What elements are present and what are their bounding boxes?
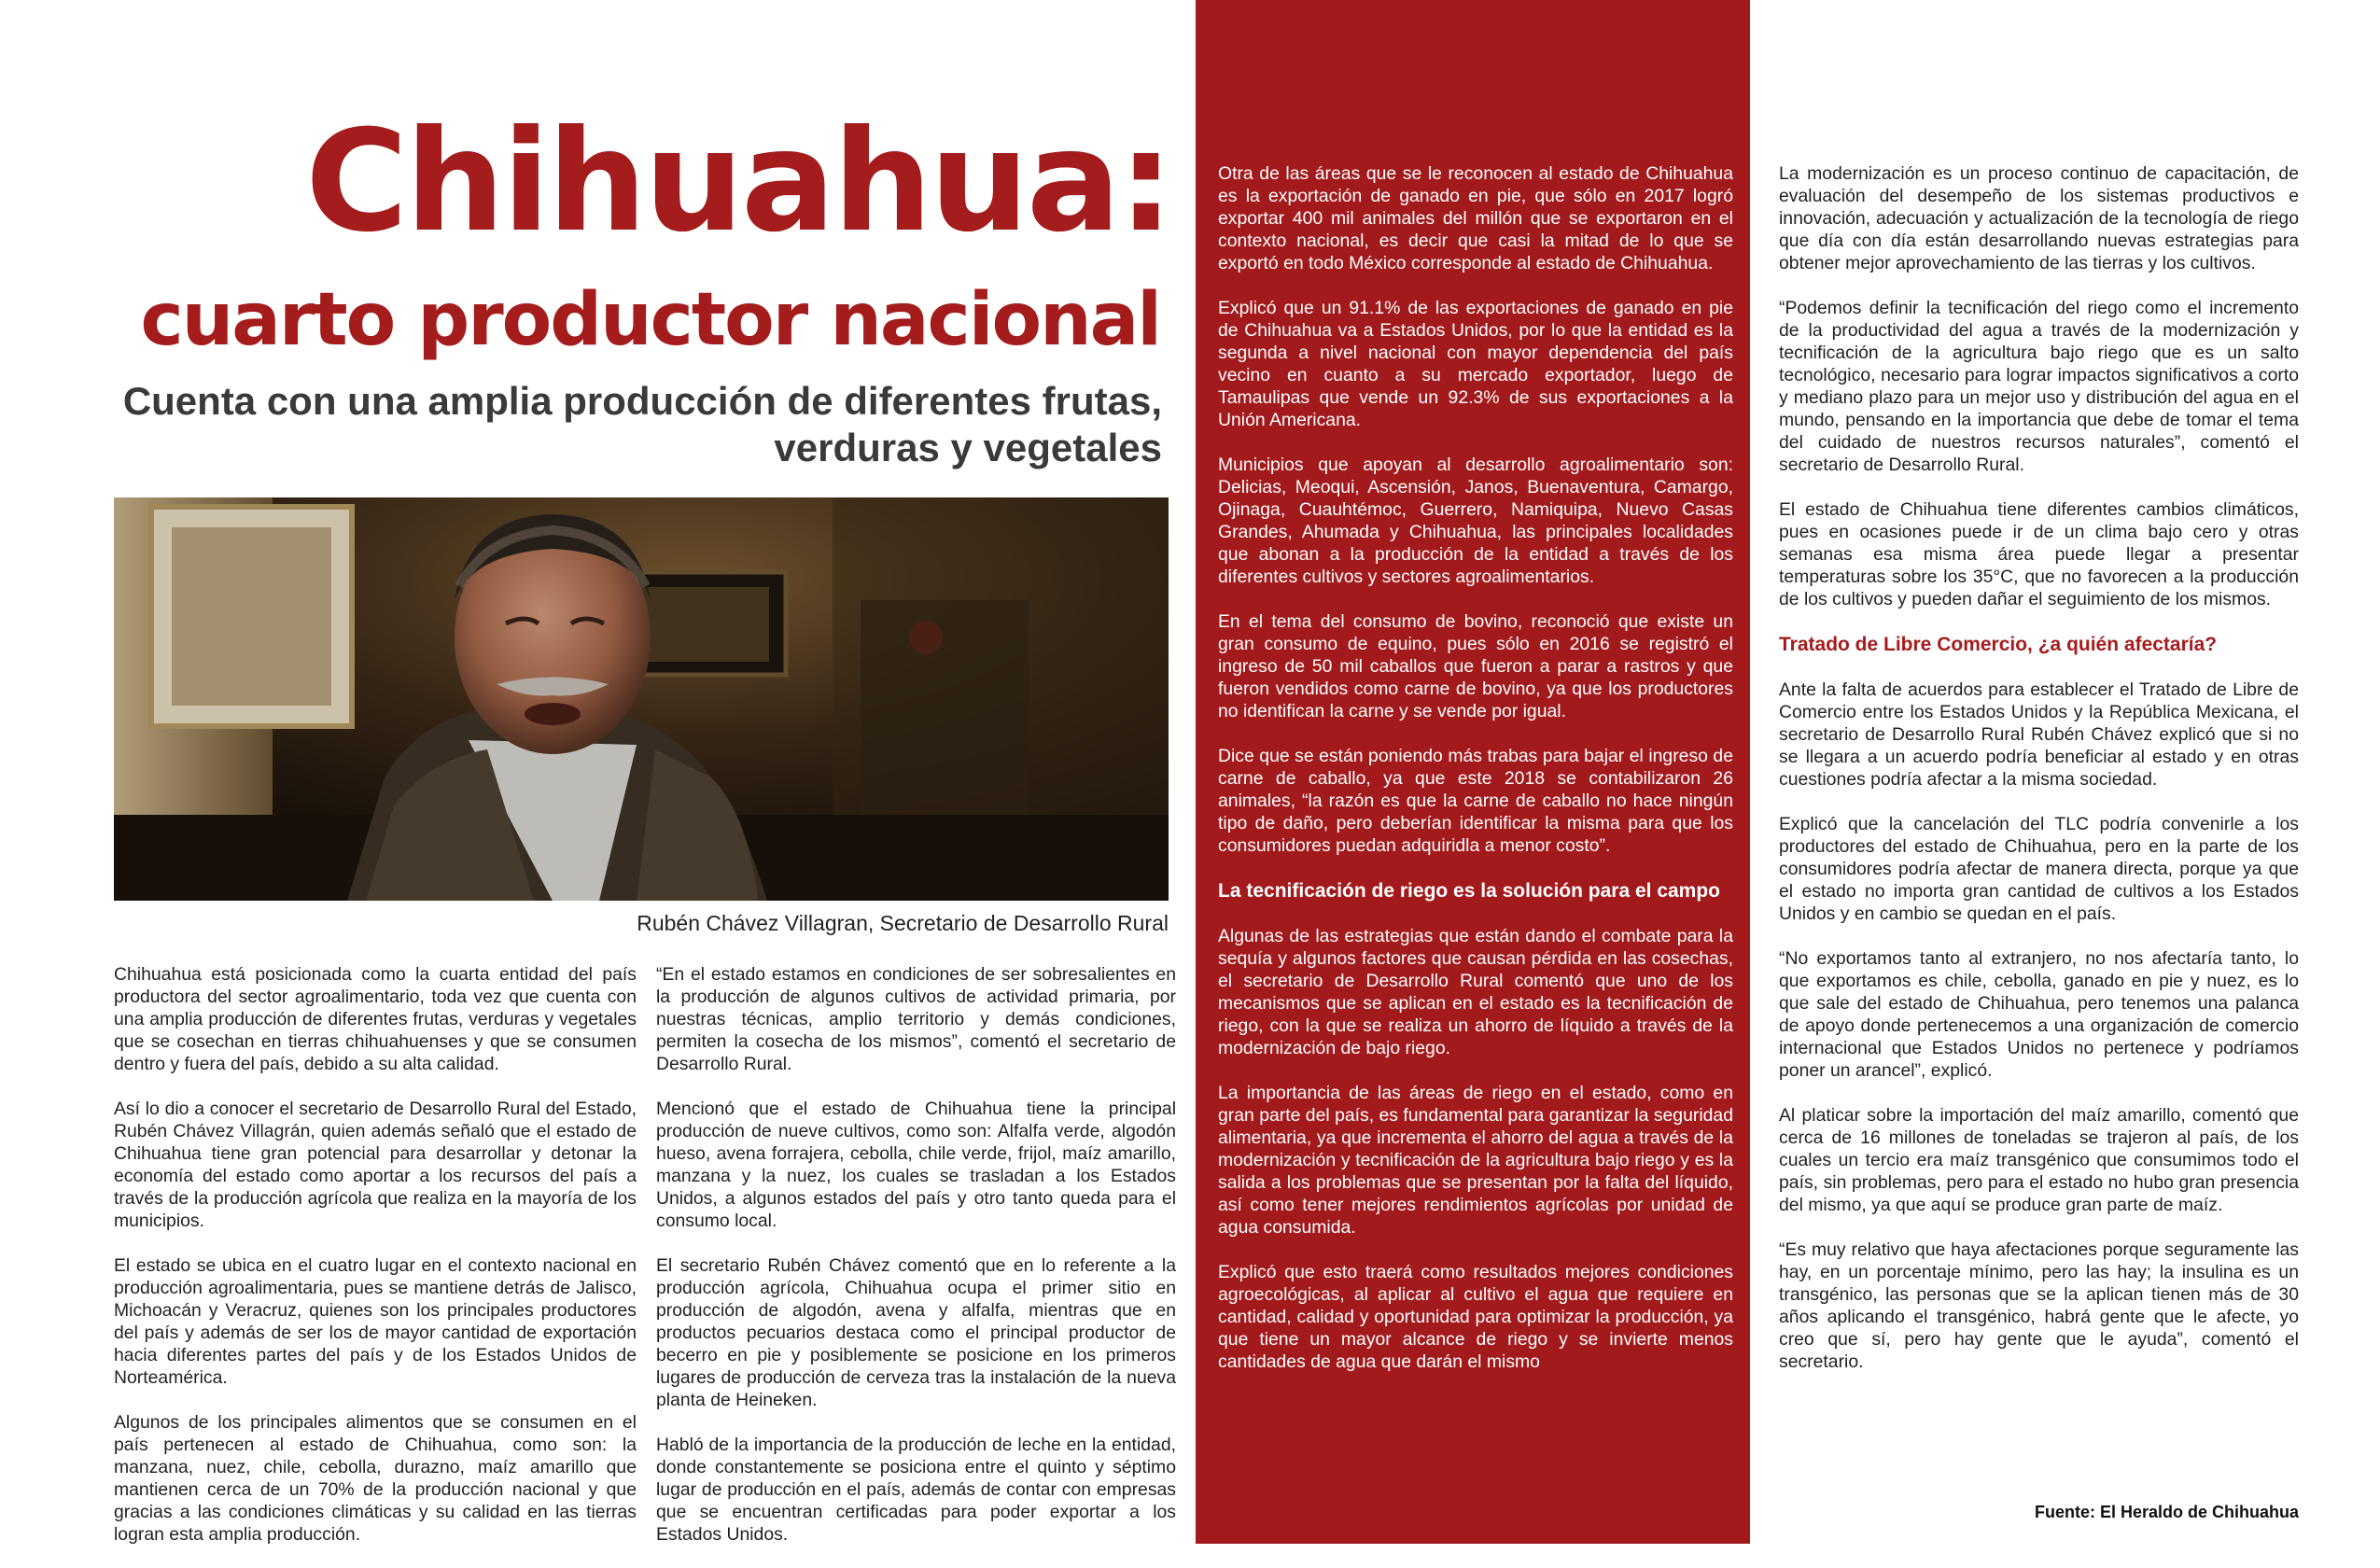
paragraph: El secretario Rubén Chávez comentó que en lo referente a la producción agrícola, Chihuahua ocupa el primer sitio en producción de algodón, avena y alfalfa, mientras que en productos pecuarios destaca como el principal productor de becerro en pie y posiblemente se posicione en los primeros lugares de producción de cerveza tras la instalación de la nueva planta de Heineken. <box>656 1255 1176 1410</box>
source-credit: Fuente: El Heraldo de Chihuahua <box>2034 1503 2299 1521</box>
secretary-photo <box>114 497 1169 901</box>
paragraph: La modernización es un proceso continuo de capacitación, de evaluación del desempeño de los sistemas productivos e innovación, adecuación y actualización de la tecnología de riego que día con día están desarrollando nuevas estrategias para obtener mejor aprovechamiento de las tierras y los cultivos. <box>1779 163 2299 273</box>
paragraph: Mencionó que el estado de Chihuahua tiene la principal producción de nueve cultivos, como son: Alfalfa verde, algodón hueso, avena forrajera, cebolla, chile verde, frijol, maíz amarillo, manzana y la nuez, los cuales se trasladan a los Estados Unidos, a algunos estados del país y otro tanto queda para el consumo local. <box>656 1099 1176 1231</box>
paragraph: Municipios que apoyan al desarrollo agroalimentario son: Delicias, Meoqui, Ascensión, Janos, Buenaventura, Camargo, Ojinaga, Cuauhtémoc, Guerrero, Namiquipa, Nuevo Casas Grandes, Ahumada y Chihuahua, las principales localidades que abonan a la producción de la entidad a través de los diferentes cultivos y sectores agroalimentarios. <box>1218 455 1733 587</box>
paragraph: “Podemos definir la tecnificación del riego como el incremento de la productividad del agua a través de la modernización y tecnificación de la agricultura bajo riego que es un salto tecnológico, necesario para lograr impactos significativos a corto y mediano plazo para un mejor uso y distribución del agua en el mundo, pensando en la importancia que debe de tomar el tema del cuidado de nuestros recursos naturales”, comentó el secretario de Desarrollo Rural. <box>1779 298 2299 475</box>
paragraph: Dice que se están poniendo más trabas para bajar el ingreso de carne de caballo, ya que este 2018 se contabilizaron 26 animales, “la razón es que la carne de caballo no hace ningún tipo de daño, pero deberían identificar la misma para que los consumidores puedan adquiridla a menor costo”. <box>1218 746 1733 856</box>
paragraph: Algunas de las estrategias que están dando el combate para la sequía y algunos factores que causan pérdida en las cosechas, el secretario de Desarrollo Rural comentó que uno de los mecanismos que se aplican en el estado es la tecnificación de riego, con la que se realiza un ahorro de líquido a través de la modernización de bajo riego. <box>1218 926 1733 1058</box>
deck-line: verduras y vegetales <box>774 426 1162 469</box>
body-column-3 <box>1218 162 1733 1395</box>
paragraph: Explicó que la cancelación del TLC podría convenirle a los productores del estado de Chihuahua, pero en la parte de los consumidores podría afectar de manera directa, porque ya que el estado no importa gran cantidad de cultivos a los Estados Unidos y en cambio se quedan en el país. <box>1779 814 2299 924</box>
paragraph: Otra de las áreas que se le reconocen al estado de Chihuahua es la exportación de ganado en pie, que sólo en 2017 logró exportar 400 mil animales del millón que se exportaron en el contexto nacional, es decir que casi la mitad de lo que se exportó en todo México corresponde al estado de Chihuahua. <box>1218 163 1733 273</box>
paragraph: Algunos de los principales alimentos que se consumen en el país pertenecen al estado de Chihuahua, como son: la manzana, nuez, chile, cebolla, durazno, maíz amarillo que mantienen cerca de un 70% de la producción nacional y que gracias a las condiciones climáticas y su calidad en las tierras logran esta amplia producción. <box>114 1412 637 1545</box>
paragraph: Al platicar sobre la importación del maíz amarillo, comentó que cerca de 16 millones de toneladas se trajeron al país, de los cuales un tercio era maíz transgénico que consumimos todo el país, sin problemas, pero para el estado no hubo gran presencia del mismo, ya que aquí se produce gran parte de maíz. <box>1779 1105 2299 1215</box>
paragraph: “En el estado estamos en condiciones de ser sobresalientes en la producción de algunos cultivos de actividad primaria, por nuestras técnicas, amplio territorio y demás condiciones, permiten la cosecha de los mismos”, comentó el secretario de Desarrollo Rural. <box>656 964 1176 1074</box>
paragraph: Chihuahua está posicionada como la cuarta entidad del país productora del sector agroalimentario, toda vez que cuenta con una amplia producción de diferentes frutas, verduras y vegetales que se cosechan en tierras chihuahuenses y que se consumen dentro y fuera del país, debido a su alta calidad. <box>114 964 637 1074</box>
portrait-illustration <box>114 497 1169 901</box>
paragraph: Explicó que un 91.1% de las exportaciones de ganado en pie de Chihuahua va a Estados Unidos, por lo que la entidad es la segunda a nivel nacional con mayor dependencia del país vecino en cuanto a su mercado exportador, luego de Tamaulipas que vende un 92.3% de sus exportaciones a la Unión Americana. <box>1218 298 1733 430</box>
section-heading-tlc: Tratado de Libre Comercio, ¿a quién afectaría? <box>1779 634 2218 655</box>
body-column-1 <box>114 963 637 1568</box>
body-column-4 <box>1779 162 2299 1395</box>
paragraph: El estado se ubica en el cuatro lugar en el contexto nacional en producción agroalimentaria, pues se mantiene detrás de Jalisco, Michoacán y Veracruz, quienes son los principales productores del país y además de ser los de mayor cantidad de exportación hacia diferentes partes del país y de los Estados Unidos de Norteamérica. <box>114 1255 637 1388</box>
section-heading-irrigation: La tecnificación de riego es la solución para el campo <box>1218 880 1721 902</box>
paragraph: “Es muy relativo que haya afectaciones porque seguramente las hay, en un porcentaje mínimo, pero las hay; la insulina es un transgénico, las personas que se la aplican tienen más de 30 años aplicando el transgénico, habrá gente que le afecte, yo creo que sí, pero hay gente que le ayuda”, comentó el secretario. <box>1779 1239 2299 1372</box>
paragraph: En el tema del consumo de bovino, reconoció que existe un gran consumo de equino, pues sólo en 2016 se registró el ingreso de 50 mil caballos que fueron a parar a rastros y que fueron vendidos como carne de bovino, ya que los productores no identifican la carne y se vende por igual. <box>1218 611 1733 721</box>
deck-line: Cuenta con una amplia producción de diferentes frutas, <box>122 379 1162 423</box>
paragraph: Ante la falta de acuerdos para establecer el Tratado de Libre de Comercio entre los Estados Unidos y la República Mexicana, el secretario de Desarrollo Rural Rubén Chávez explicó que si no se llegara a un acuerdo podría beneficiar al estado y en otras cuestiones podría afectar a la misma sociedad. <box>1779 679 2299 790</box>
paragraph: Explicó que esto traerá como resultados mejores condiciones agroecológicas, al aplicar al cultivo el agua que requiere en cantidad, calidad y oportunidad para optimizar la producción, ya que tiene un mayor alcance de riego y se invierte menos cantidades de agua que darán el mismo <box>1218 1262 1733 1372</box>
paragraph: Habló de la importancia de la producción de leche en la entidad, donde constantemente se posiciona entre el quinto y séptimo lugar de producción en el país, además de contar con empresas que se encuentran certificadas para poder exportar a los Estados Unidos. <box>656 1435 1176 1545</box>
body-column-2 <box>656 963 1176 1568</box>
paragraph: La importancia de las áreas de riego en el estado, como en gran parte del país, es fundamental para garantizar la seguridad alimentaria, ya que incrementa el ahorro del agua a través de la modernización y tecnificación de la agricultura bajo riego y es la salida a los problemas que se presentan por la falta del líquido, así como tener mejores rendimientos agrícolas por unidad de agua consumida. <box>1218 1083 1733 1238</box>
article-deck <box>117 378 1162 471</box>
article-title: Chihuahua: <box>305 101 1171 263</box>
paragraph: “No exportamos tanto al extranjero, no nos afectaría tanto, lo que exportamos es chile, cebolla, ganado en pie y nuez, es lo que sale del estado de Chihuahua, pero tenemos una palanca de apoyo donde pertenecemos a una organización de comercio internacional que Estados Unidos no pertenece y podríamos poner un arancel”, explicó. <box>1779 948 2299 1081</box>
paragraph: Así lo dio a conocer el secretario de Desarrollo Rural del Estado, Rubén Chávez Villagrán, quien además señaló que el estado de Chihuahua tiene gran potencial para desarrollar y detonar la economía del estado como aportar a los recursos del país a través de la producción agrícola que realiza en la mayoría de los municipios. <box>114 1099 637 1231</box>
article-subtitle: cuarto productor nacional <box>140 278 1160 362</box>
paragraph: El estado de Chihuahua tiene diferentes cambios climáticos, pues en ocasiones puede ir de un clima bajo cero y otras semanas esa misma área puede llegar a presentar temperaturas sobre los 35°C, que no favorecen a la producción de los cultivos y pueden dañar el seguimiento de los mismos. <box>1779 499 2299 609</box>
photo-caption: Rubén Chávez Villagran, Secretario de Desarrollo Rural <box>637 911 1169 935</box>
